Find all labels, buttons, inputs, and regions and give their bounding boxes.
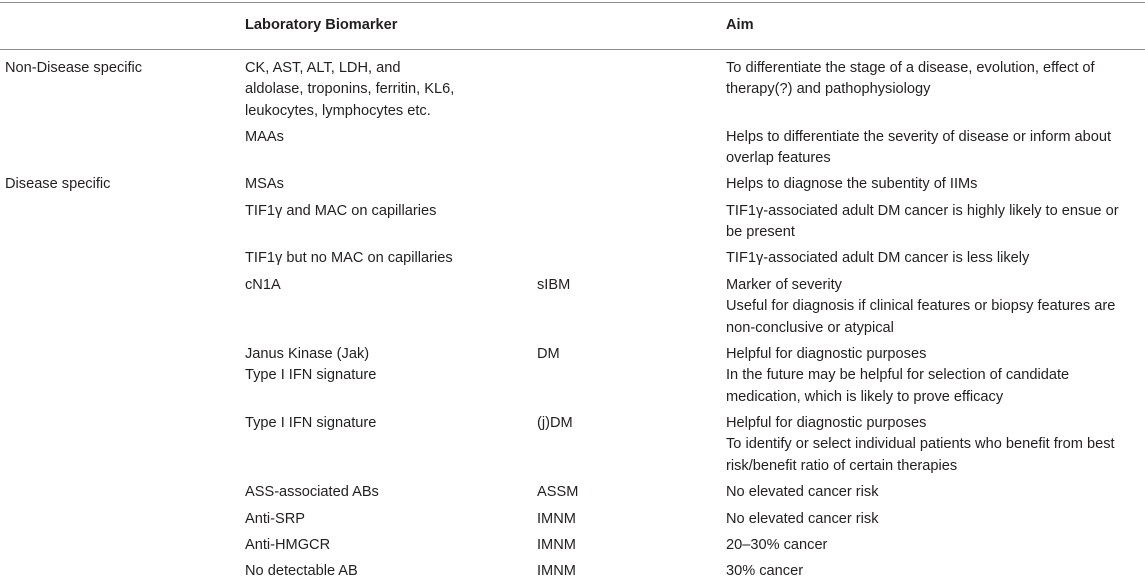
row-biomarker: Anti-SRP	[245, 511, 306, 527]
row-aim: No elevated cancer risk	[726, 484, 879, 500]
row-disease: (j)DM	[537, 415, 573, 431]
header-aim: Aim	[726, 17, 754, 33]
row-biomarker: MSAs	[245, 176, 284, 192]
row-biomarker: Janus Kinase (Jak) Type I IFN signature	[245, 346, 377, 384]
row-disease: IMNM	[537, 537, 576, 553]
row-disease: sIBM	[537, 277, 571, 293]
row-biomarker: TIF1γ and MAC on capillaries	[245, 203, 437, 219]
row-biomarker: No detectable AB	[245, 563, 358, 579]
row-biomarker: ASS-associated ABs	[245, 484, 379, 500]
header-laboratory-biomarker: Laboratory Biomarker	[245, 17, 398, 33]
row-aim: Marker of severity Useful for diagnosis if clinical features or biopsy features are non-conclusive or atypical	[726, 277, 1116, 336]
table-top-rule	[0, 2, 1145, 3]
row-aim: 30% cancer	[726, 563, 804, 579]
row-biomarker: cN1A	[245, 277, 281, 293]
row-aim: Helps to diagnose the subentity of IIMs	[726, 176, 978, 192]
row-aim: No elevated cancer risk	[726, 511, 879, 527]
row-aim: TIF1γ-associated adult DM cancer is less likely	[726, 250, 1030, 266]
row-disease: ASSM	[537, 484, 579, 500]
row-biomarker: MAAs	[245, 129, 284, 145]
row-category: Non-Disease specific	[5, 60, 143, 76]
row-biomarker: CK, AST, ALT, LDH, and aldolase, troponins, ferritin, KL6, leukocytes, lymphocytes etc.	[245, 60, 455, 119]
row-disease: IMNM	[537, 563, 576, 579]
row-biomarker: TIF1γ but no MAC on capillaries	[245, 250, 453, 266]
header-rule	[0, 49, 1145, 50]
row-aim: Helpful for diagnostic purposes In the future may be helpful for selection of candidate medication, which is likely to prove efficacy	[726, 346, 1070, 405]
row-aim: Helpful for diagnostic purposes To identify or select individual patients who benefit from best risk/benefit ratio of certain therapies	[726, 415, 1115, 474]
row-biomarker: Anti-HMGCR	[245, 537, 331, 553]
row-disease: DM	[537, 346, 560, 362]
row-category: Disease specific	[5, 176, 111, 192]
row-biomarker: Type I IFN signature	[245, 415, 377, 431]
row-aim: 20–30% cancer	[726, 537, 828, 553]
row-aim: Helps to differentiate the severity of disease or inform about overlap features	[726, 129, 1112, 167]
row-disease: IMNM	[537, 511, 576, 527]
row-aim: TIF1γ-associated adult DM cancer is highly likely to ensue or be present	[726, 203, 1119, 241]
row-aim: To differentiate the stage of a disease, evolution, effect of therapy(?) and pathophysiology	[726, 60, 1095, 98]
